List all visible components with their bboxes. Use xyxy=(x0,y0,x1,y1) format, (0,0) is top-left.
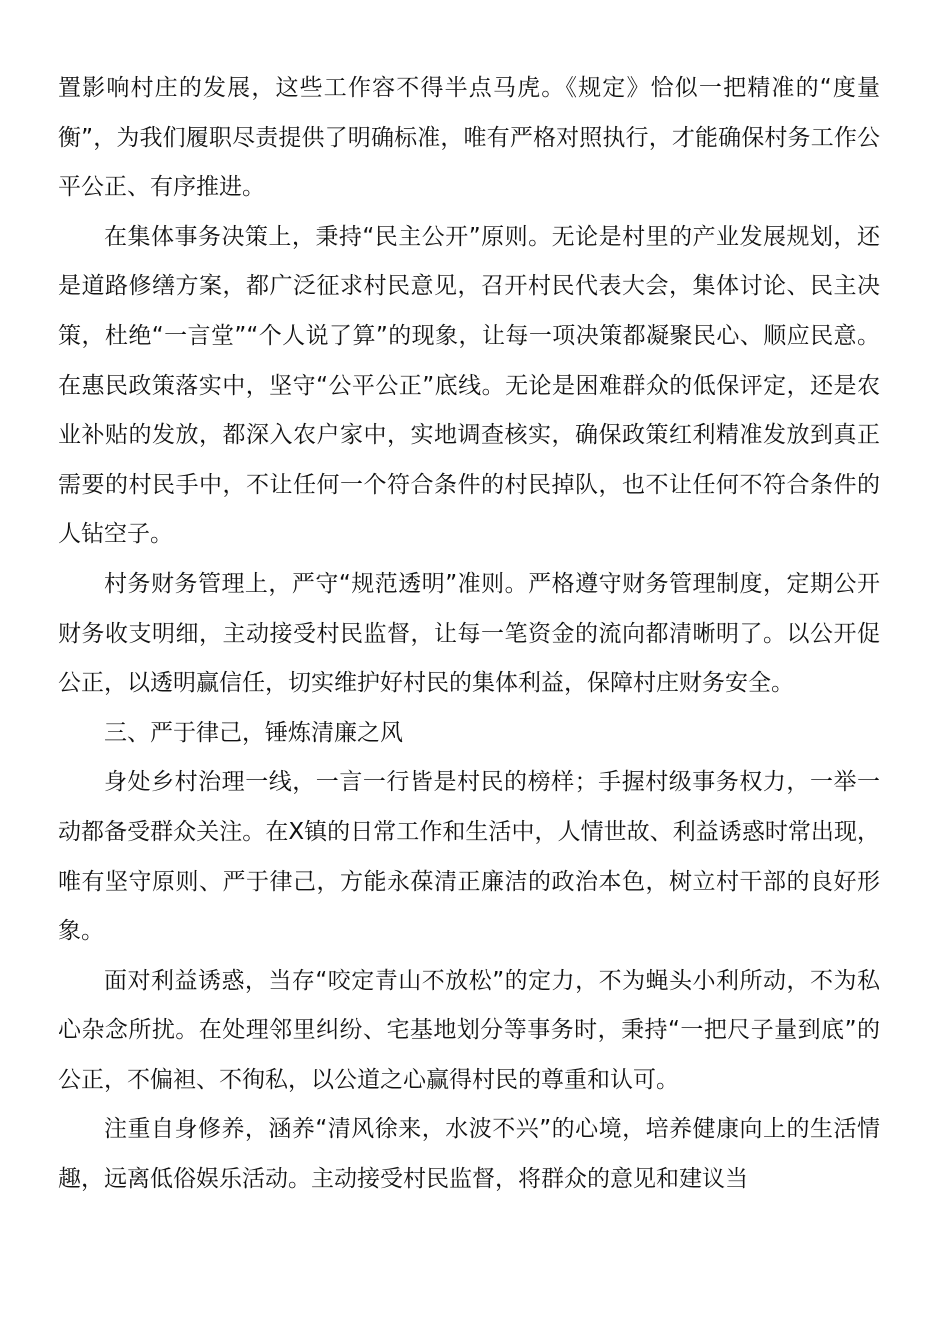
paragraph-frontline-governance: 身处乡村治理一线，一言一行皆是村民的榜样；手握村级事务权力，一举一动都备受群众关注。在X镇的日常工作和生活中，人情世故、利益诱惑时常出现，唯有坚守原则、严于律己，方能永葆清正廉洁的政治本色，树立村干部的良好形象。 xyxy=(58,769,880,945)
section-heading-three: 三、严于律己，锤炼清廉之风 xyxy=(104,719,403,746)
paragraph-collective-decision: 在集体事务决策上，秉持“民主公开”原则。无论是村里的产业发展规划，还是道路修缮方案，都广泛征求村民意见，召开村民代表大会，集体讨论、民主决策，杜绝“一言堂”“个人说了算”的现象，让每一项决策都凝聚民心、顺应民意。在惠民政策落实中，坚守“公平公正”底线。无论是困难群众的低保评定，还是农业补贴的发放，都深入农户家中，实地调查核实，确保政策红利精准发放到真正需要的村民手中，不让任何一个符合条件的村民掉队，也不让任何不符合条件的人钻空子。 xyxy=(58,223,880,548)
paragraph-self-cultivation: 注重自身修养，涵养“清风徐来，水波不兴”的心境，培养健康向上的生活情趣，远离低俗娱乐活动。主动接受村民监督，将群众的意见和建议当 xyxy=(58,1116,880,1193)
paragraph-finance-management: 村务财务管理上，严守“规范透明”准则。严格遵守财务管理制度，定期公开财务收支明细，主动接受村民监督，让每一笔资金的流向都清晰明了。以公开促公正，以透明赢信任，切实维护好村民的集体利益，保障村庄财务安全。 xyxy=(58,570,880,697)
paragraph-continuation: 置影响村庄的发展，这些工作容不得半点马虎。《规定》恰似一把精准的“度量衡”，为我们履职尽责提供了明确标准，唯有严格对照执行，才能确保村务工作公平公正、有序推进。 xyxy=(58,75,880,201)
paragraph-resist-temptation: 面对利益诱惑，当存“咬定青山不放松”的定力，不为蝇头小利所动，不为私心杂念所扰。在处理邻里纠纷、宅基地划分等事务时，秉持“一把尺子量到底”的公正，不偏袒、不徇私，以公道之心赢得村民的尊重和认可。 xyxy=(58,967,880,1093)
document-page xyxy=(58,64,880,1205)
